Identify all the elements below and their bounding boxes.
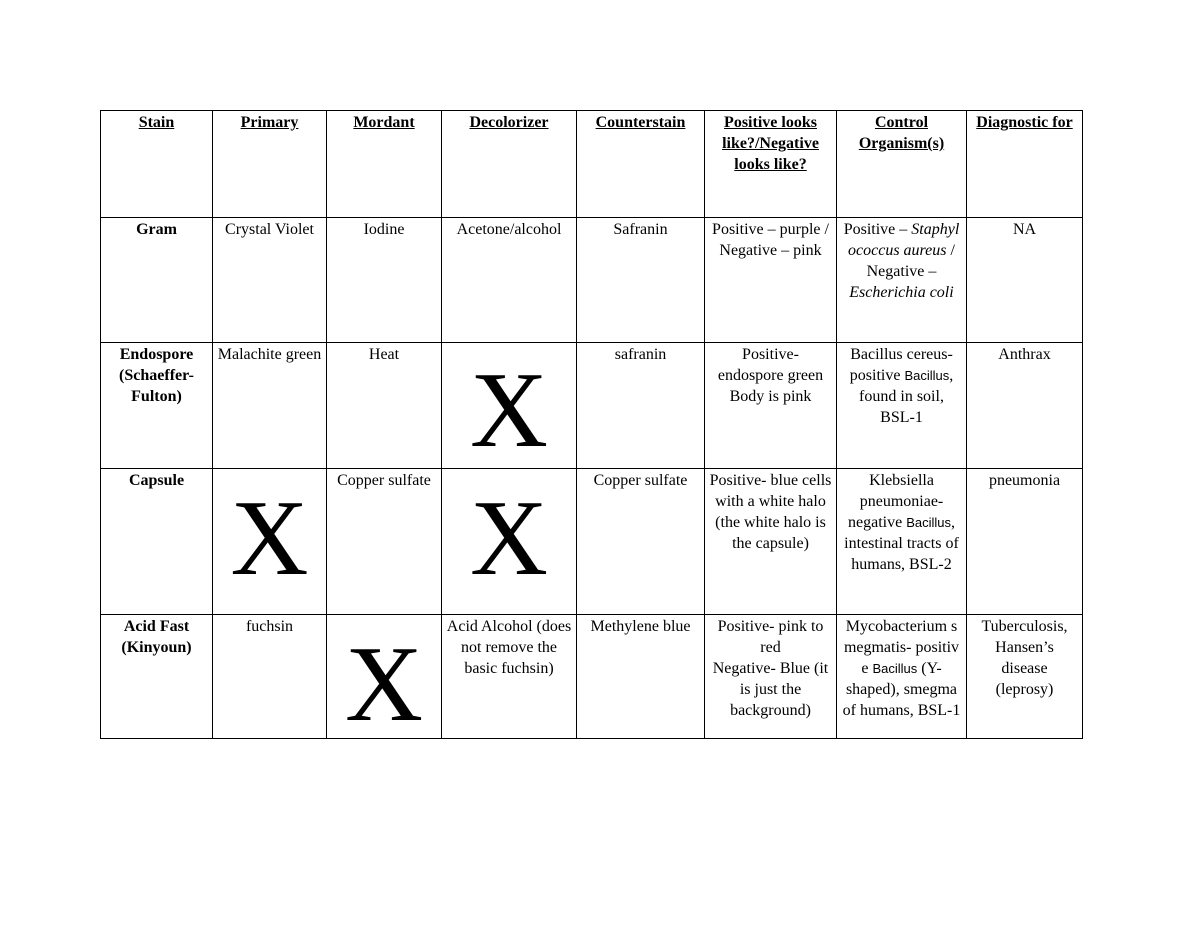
cell-decolorizer-none	[442, 343, 577, 469]
header-primary: Primary	[213, 111, 327, 218]
header-row	[101, 111, 1083, 218]
table-row-capsule	[101, 469, 1083, 615]
organism-name: Bacillus	[872, 661, 918, 676]
cell-counterstain: Copper sulfate	[577, 469, 705, 615]
x-mark: X	[230, 479, 309, 598]
control-text: , found in soil, BSL-1	[859, 367, 954, 426]
header-stain: Stain	[101, 111, 213, 218]
cell-stain: Capsule	[101, 469, 213, 615]
cell-primary-none	[213, 469, 327, 615]
cell-primary: Crystal Violet	[213, 218, 327, 343]
organism-name: Staphylococcus aureus	[848, 221, 960, 259]
cell-diagnostic: pneumonia	[967, 469, 1083, 615]
organism-name: Escherichia coli	[849, 284, 954, 301]
cell-diagnostic: Tuberculosis, Hansen’s disease (leprosy)	[967, 615, 1083, 739]
cell-primary: fuchsin	[213, 615, 327, 739]
organism-name: Bacillus	[906, 515, 951, 530]
negative-text: Body is pink	[729, 388, 812, 405]
cell-control	[837, 615, 967, 739]
header-decolorizer: Decolorizer	[442, 111, 577, 218]
control-text: / Negative –	[866, 242, 955, 280]
control-text: Mycobacterium smegmatis- positive	[843, 618, 960, 677]
positive-text: Positive- endospore green	[717, 346, 824, 384]
cell-positive: Positive – purple / Negative – pink	[705, 218, 837, 343]
cell-diagnostic: NA	[967, 218, 1083, 343]
x-mark: X	[470, 479, 548, 598]
cell-control	[837, 343, 967, 469]
cell-primary: Malachite green	[213, 343, 327, 469]
cell-counterstain: safranin	[577, 343, 705, 469]
control-text: Klebsiella pneumoniae- negative	[848, 472, 944, 531]
positive-text: Positive- pink to red	[717, 618, 824, 656]
control-text: , intestinal tracts of humans, BSL-2	[844, 514, 959, 573]
header-diagnostic-for: Diagnostic for	[967, 111, 1083, 218]
cell-control	[837, 218, 967, 343]
header-counterstain: Counterstain	[577, 111, 705, 218]
x-mark: X	[470, 351, 548, 469]
header-positive-negative: Positive looks like?/Negative looks like?	[705, 111, 837, 218]
cell-stain: Gram	[101, 218, 213, 343]
header-control-organisms: Control Organism(s)	[837, 111, 967, 218]
control-text: (Y-shaped), smegma of humans, BSL-1	[842, 660, 961, 719]
cell-diagnostic: Anthrax	[967, 343, 1083, 469]
x-mark: X	[345, 625, 423, 739]
negative-text: Negative- Blue (it is just the background)	[712, 660, 829, 719]
cell-positive	[705, 343, 837, 469]
cell-counterstain: Methylene blue	[577, 615, 705, 739]
control-text: Positive –	[843, 221, 912, 238]
table-row-endospore	[101, 343, 1083, 469]
cell-stain: Acid Fast (Kinyoun)	[101, 615, 213, 739]
cell-counterstain: Safranin	[577, 218, 705, 343]
cell-stain: Endospore (Schaeffer-Fulton)	[101, 343, 213, 469]
cell-positive	[705, 615, 837, 739]
table-row-gram	[101, 218, 1083, 343]
cell-mordant: Iodine	[327, 218, 442, 343]
cell-mordant-none	[327, 615, 442, 739]
organism-name: Bacillus	[904, 368, 950, 383]
cell-decolorizer-none	[442, 469, 577, 615]
cell-decolorizer: Acid Alcohol (does not remove the basic fuchsin)	[442, 615, 577, 739]
cell-positive: Positive- blue cells with a white halo (the white halo is the capsule)	[705, 469, 837, 615]
cell-control	[837, 469, 967, 615]
cell-mordant: Copper sulfate	[327, 469, 442, 615]
table-row-acid-fast	[101, 615, 1083, 739]
control-text: Bacillus cereus- positive	[849, 346, 953, 384]
cell-mordant: Heat	[327, 343, 442, 469]
header-mordant: Mordant	[327, 111, 442, 218]
stain-table	[100, 110, 1083, 739]
cell-decolorizer: Acetone/alcohol	[442, 218, 577, 343]
